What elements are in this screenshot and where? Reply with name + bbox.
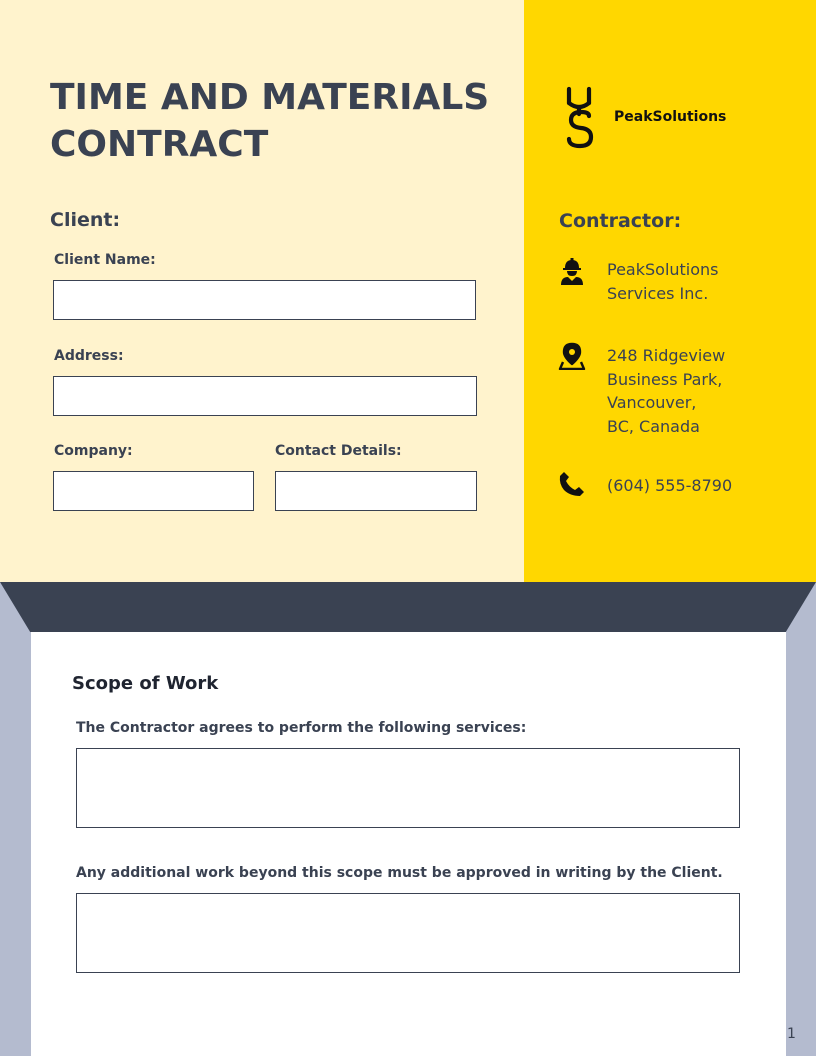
address-label: Address: [54,348,124,364]
crane-hook-icon [560,86,604,150]
additional-work-field[interactable] [76,893,740,973]
scope-content-area [31,632,786,1056]
right-side-band [784,582,816,1056]
page-number: 1 [787,1026,796,1042]
contractor-heading: Contractor: [559,210,682,232]
dark-divider-band [0,582,816,632]
company-label: Company: [54,443,133,459]
contractor-phone: (604) 555-8790 [607,476,733,495]
client-heading: Client: [50,209,121,231]
contractor-company: PeakSolutions Services Inc. [607,260,719,303]
map-pin-icon [558,342,586,370]
company-field[interactable] [53,471,254,511]
services-label: The Contractor agrees to perform the following services: [76,720,527,736]
brand-name: PeakSolutions [614,109,727,125]
document-title: TIME AND MATERIALS CONTRACT [50,77,490,165]
contractor-address: 248 Ridgeview Business Park, Vancouver, BC, Canada [607,346,726,436]
scope-title: Scope of Work [72,673,219,694]
contact-details-label: Contact Details: [275,443,402,459]
contact-details-field[interactable] [275,471,477,511]
additional-work-label: Any additional work beyond this scope must be approved in writing by the Client. [76,865,723,881]
phone-icon [558,470,586,498]
client-name-field[interactable] [53,280,476,320]
worker-icon [558,257,586,285]
client-name-label: Client Name: [54,252,156,268]
left-side-band [0,582,32,1056]
services-field[interactable] [76,748,740,828]
address-field[interactable] [53,376,477,416]
